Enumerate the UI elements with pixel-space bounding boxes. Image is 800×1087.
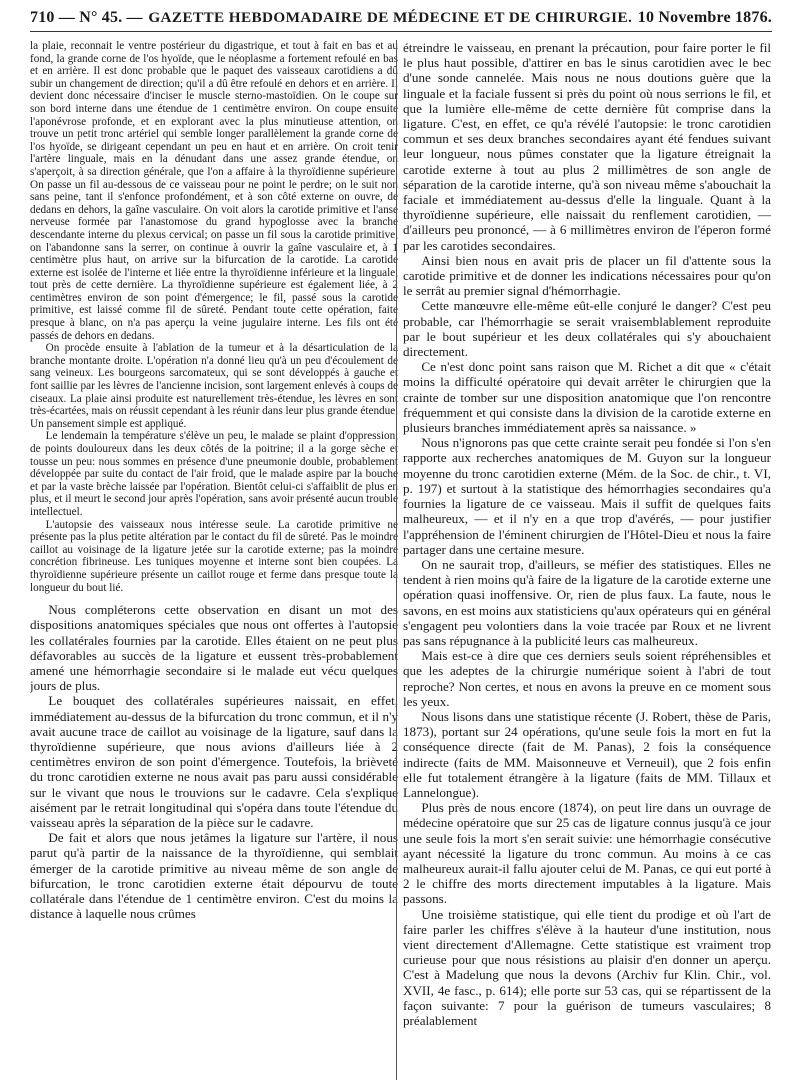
header-rule <box>30 31 772 32</box>
paragraph: L'autopsie des vaisseaux nous intéresse seule. La carotide primitive ne présente pas la plus petite altération par le contact du fil de sûreté. Pas le moindre caillot au voisinage de la ligature jetée sur la carotide externe; pas la moindre concrétion fibrineuse. Les tuniques moyenne et interne sont bien coupées. La thyroïdienne supérieure présente un caillot rouge et ferme dans presque toute la longueur du bout lié. <box>30 518 398 594</box>
paragraph: la plaie, reconnait le ventre postérieur du digastrique, et tout à fait en bas et au fond, la grande corne de l'os hyoïde, que le néoplasme a fortement refoulé en bas et en arrière. Il est donc probable que le paquet des vaisseaux carotidiens a dû subir un changement de direction; qu'il a dû être refoulé en dehors et en arrière. Il devient donc nécessaire d'inciser le muscle sterno-mastoïdien. On le coupe sur son bord interne dans une étendue de 1 centimètre environ. On coupe ensuite l'aponévrose profonde, et en explorant avec la plus minutieuse attention, on trouve un petit tronc artériel qui semble longer parallèlement la grande corne de l'os hyoïde, se dirigeant cependant un peu en haut et en arrière. On croit tenir l'artère linguale, mais en la dénudant dans une assez grande étendue, on s'aperçoit, à sa direction générale, que l'on a affaire à la thyroïdienne supérieure. On passe un fil au-dessous de ce vaisseau pour ne point le perdre; on le suit non sans peine, tant il s'enfonce profondément, et à son côté externe on ouvre, de dedans en dehors, la gaîne vasculaire. On voit alors la carotide primitive et l'anse nerveuse formée par l'anastomose du grand hypoglosse avec la branche descendante interne du plexus cervical; on passe un fil sous la carotide primitive, on l'abandonne sans la serrer, on continue à ouvrir la gaîne vasculaire et, à 1 centimètre plus haut, on arrive sur la bifurcation de la carotide. La carotide externe est isolée de l'interne et liée entre la thyroïdienne inférieure et la linguale, tout près de cette dernière. La thyroïdienne supérieure est également liée, à 2 centimètres environ de son point d'émergence; le fil, passé sous la carotide primitive, est laissé comme fil de sûreté. Pendant toute cette opération, faite presque à blanc, on n'a pas aperçu la veine jugulaire interne. Les fils ont été passés de dehors en dedans. <box>30 40 398 342</box>
paragraph: Ce n'est donc point sans raison que M. Richet a dit que « c'était moins la difficulté opératoire qui devait arrêter le chirurgien que la crainte de tomber sur une disposition anatomique que l'on rencontre fréquemment et qui consiste dans la division de la carotide externe en plusieurs branches immédiatement après sa naissance. » <box>403 359 771 436</box>
paragraph: Nous n'ignorons pas que cette crainte serait peu fondée si l'on s'en rapporte aux recherches anatomiques de M. Guyon sur la longueur moyenne du tronc carotidien externe (Mém. de la Soc. de chir., t. VI, p. 197) et surtout à la statistique des hémorrhagies secondaires qu'a fournies la ligature de ce vaisseau. Mais il suffit de quelques faits malheureux, — et il n'y en a que trop d'avérés, — pour justifier l'appréhension de l'éminent chirurgien de l'Hôtel-Dieu et nous la faire partager dans une certaine mesure. <box>403 435 771 557</box>
section-gap <box>30 594 398 602</box>
left-column <box>30 40 398 1080</box>
column-rule <box>396 40 397 1080</box>
paragraph: Ainsi bien nous en avait pris de placer un fil d'attente sous la carotide primitive et de donner les indications nécessaires pour qu'on le serrât au premier signal d'hémorrhagie. <box>403 252 771 299</box>
commentary-text-continued <box>403 40 771 1028</box>
right-column <box>403 40 771 1080</box>
page-header <box>30 6 772 30</box>
paragraph: Nous lisons dans une statistique récente (J. Robert, thèse de Paris, 1873), portant sur 24 opérations, qu'une seule fois la mort en fut la conséquence directe (fait de M. Panas), 2 fois la conséquence indirecte (faits de MM. Maisonneuve et Verneuil), que 2 fois enfin elle fut totalement étrangère à la ligature (faits de MM. Tillaux et Lannelongue). <box>403 708 771 800</box>
observation-text <box>30 40 398 594</box>
page-number: 710 — N° 45. — <box>30 9 143 26</box>
paragraph: Nous compléterons cette observation en disant un mot des dispositions anatomiques spéciales que nous ont offertes à l'autopsie les collatérales fournies par la carotide. Elles étaient on ne peut plus défavorables au succès de la ligature et eussent très-probablement amené une hémorrhagie secondaire si le malade eut vécu quelques jours de plus. <box>30 602 398 694</box>
paragraph: Le lendemain la température s'élève un peu, le malade se plaint d'oppression, de points douloureux dans les deux côtés de la poitrine; il a la gorge sèche et tousse un peu: nous sommes en présence d'une pneumonie double, probablement développée par suite du contact de l'air froid, que le malade aspire par la bouche et par la vaste brèche laissée par l'opération. Bientôt celui-ci s'affaiblit de plus en plus, et il meurt le second jour après l'opération, sans avoir présenté aucun trouble intellectuel. <box>30 430 398 518</box>
paragraph: Une troisième statistique, qui elle tient du prodige et où l'art de faire parler les chiffres s'élève à la hauteur d'une institution, nous vient directement d'Allemagne. Cette statistique est vraiment trop curieuse pour que nous résistions au plaisir d'en donner un aperçu. C'est à Madelung que nous la devons (Archiv fur Klin. Chir., vol. XVII, 4e fasc., p. 614); elle porte sur 53 cas, qui se répartissent de la façon suivante: 7 pour la guérison de tumeurs vasculaires; 8 préalablement <box>403 906 771 1028</box>
paragraph: Plus près de nous encore (1874), on peut lire dans un ouvrage de médecine opératoire que sur 25 cas de ligature connus jusqu'à ce jour une seule fois la mort s'en serait suivie: une hémorrhagie consécutive ayant nécessité la ligature du tronc commun. Au moins à ce cas malheureux aurait-il fallu ajouter celui de M. Panas, ce qui eut porté à 2 le chiffre des morts directement imputables à la ligature. Mais passons. <box>403 800 771 907</box>
journal-title: GAZETTE HEBDOMADAIRE DE MÉDECINE ET DE CHIRURGIE. <box>148 9 633 26</box>
paragraph: On ne saurait trop, d'ailleurs, se méfier des statistiques. Elles ne tendent à rien moins qu'à faire de la ligature de la carotide externe une opération quasi inoffensive. Or, rien de plus faux. La faute, nous le savons, en est moins aux statisticiens qu'aux opérateurs qui en général s'engagent peu volontiers dans la voie tracée par Roux et ne livrent pas sans répugnance à la publicité leurs cas malheureux. <box>403 556 771 648</box>
paragraph: On procède ensuite à l'ablation de la tumeur et à la désarticulation de la branche montante droite. L'opération n'a donné lieu qu'à un peu d'écoulement de sang veineux. Les bourgeons sarcomateux, qui se sont développés à gauche et font saillie par les lèvres de l'ancienne incision, sont largement enlevés à coups de ciseaux. La plaie ainsi produite est naturellement très-étendue, les lèvres en sont très-écartées, mais on réussit cependant à les réunir dans leur plus grande étendue. Un pansement simple est appliqué. <box>30 342 398 430</box>
paragraph: De fait et alors que nous jetâmes la ligature sur l'artère, il nous parut qu'à partir de la naissance de la thyroïdienne, qui semblait émerger de la carotide primitive au niveau même de son angle de bifurcation, le tronc carotidien externe était dépourvu de toute collatérale dans l'étendue de 1 centimètre environ. C'est du moins la distance à laquelle nous crûmes <box>30 830 398 922</box>
issue-date: 10 Novembre 1876. <box>637 9 772 26</box>
paragraph: Mais est-ce à dire que ces derniers seuls soient répréhensibles et que les adeptes de la chirurgie numérique soient à l'abri de tout reproche? Non certes, et nous en avons la preuve en ce moment sous les yeux. <box>403 648 771 709</box>
paragraph: étreindre le vaisseau, en prenant la précaution, pour faire porter le fil le plus haut possible, d'attirer en bas le sinus carotidien avec le bec d'une sonde cannelée. Mais nous ne nous doutions guère que la linguale et la faciale fussent si près du point où nous serrions le fil, et que la lumière elle-même de cette dernière fût comprise dans la ligature. C'est, en effet, ce qu'a révélé l'autopsie: le tronc carotidien commun et ses deux branches secondaires ayant été fendues suivant leur longueur, nous pûmes constater que la ligature étreignait la carotide externe à tout au plus 2 millimètres de son angle de séparation de la carotide interne, qu'à son niveau même s'abouchait la faciale et immédiatement au-dessus d'elle la linguale. Quant à la thyroïdienne supérieure, elle naissait du renflement carotidien, — d'ailleurs peu prononcé, — à 6 millimètres environ de l'éperon formé par les carotides secondaires. <box>403 40 771 253</box>
commentary-text <box>30 602 398 921</box>
paragraph: Le bouquet des collatérales supérieures naissait, en effet, immédiatement au-dessus de la bifurcation du tronc commun, et il n'y avait aucune trace de caillot au voisinage de la ligature, sauf dans la thyroïdienne supérieure, que nous avions d'ailleurs liée à 2 centimètres environ de son point d'émergence. Toutefois, la brièveté du tronc carotidien externe ne nous avait pas paru aussi considérable sur le vivant que nous le trouvions sur le cadavre. Cela s'explique aisément par le retrait longitudinal qui s'opéra dans toute l'étendue du vaisseau après la séparation de la pièce sur le cadavre. <box>30 693 398 830</box>
paragraph: Cette manœuvre elle-même eût-elle conjuré le danger? C'est peu probable, car l'hémorrhagie se serait vraisemblablement reproduite par le bout supérieur et les deux collatérales qui s'y abouchaient directement. <box>403 298 771 360</box>
